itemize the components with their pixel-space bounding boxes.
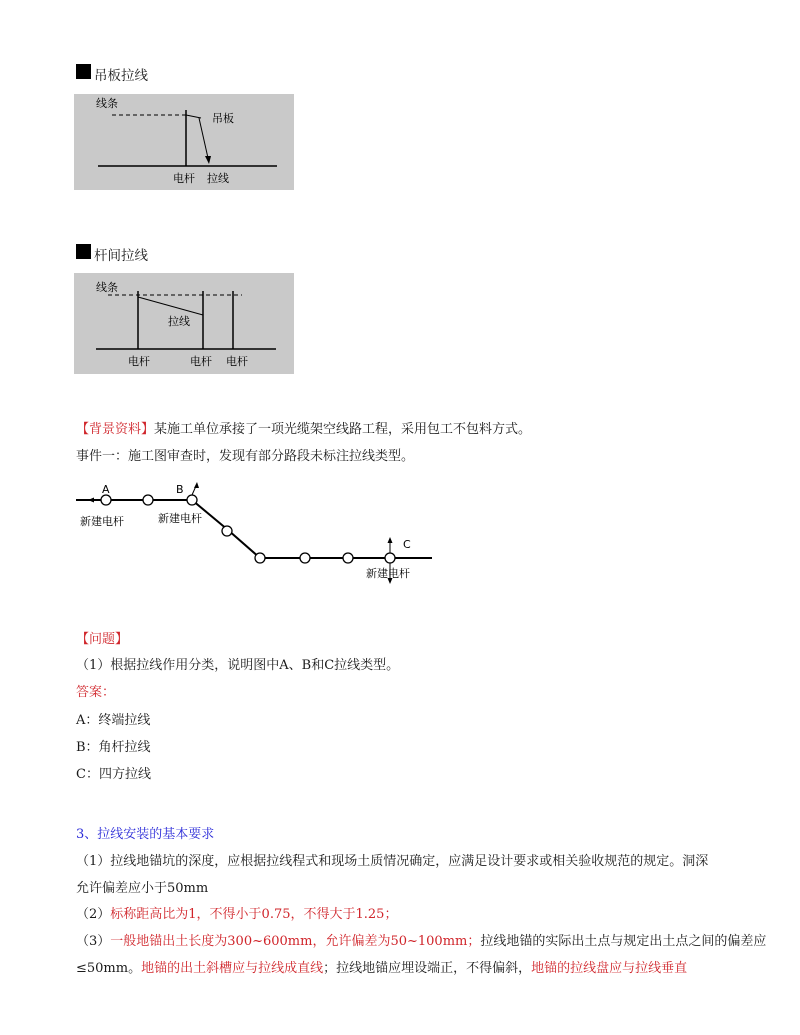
question-tag: 【问题】 (76, 632, 129, 647)
figure1-label-guy: 拉线 (207, 172, 229, 185)
route-svg (70, 478, 440, 588)
route-line (76, 500, 432, 558)
route-diagram (70, 478, 440, 588)
pole-circle-c (385, 553, 395, 563)
pole-circle-a (101, 495, 111, 505)
figure2-label-guy: 拉线 (168, 315, 190, 328)
section3-p1-line1: （1）拉线地锚坑的深度，应根据拉线程式和现场土质情况确定，应满足设计要求或相关验收规范的规定。洞深 (76, 854, 709, 869)
guy-b-arrow-icon (194, 482, 199, 488)
background-tag: 【背景资料】 (76, 422, 155, 437)
section3-p2-prefix: （2） (76, 907, 111, 922)
section3-p3-line2 (76, 960, 687, 978)
square-bullet-icon (76, 64, 91, 79)
pole-circle (222, 526, 232, 536)
figure1-svg (74, 94, 294, 190)
section3-title: 3、拉线安装的基本要求 (76, 827, 215, 842)
board-line (186, 115, 201, 118)
section3-p3-red3: 地锚的拉线盘应与拉线垂直 (531, 961, 688, 976)
figure2-diagram (74, 273, 294, 374)
figure1-label-line: 线条 (96, 97, 118, 110)
background-paragraph (76, 421, 531, 439)
section3-p3-black3: ；拉线地锚应埋设端正，不得偏斜， (323, 961, 532, 976)
section3-p3-red2: 地锚的出土斜槽应与拉线成直线 (141, 961, 324, 976)
answer-a: A：终端拉线 (76, 713, 151, 728)
section3-p1-line2: 允许偏差应小于50mm (76, 881, 209, 896)
guy-a-arrow-icon (88, 498, 94, 503)
square-bullet-icon (76, 244, 91, 259)
pole-circle-b (187, 495, 197, 505)
new-pole-label-1: 新建电杆 (80, 515, 124, 528)
route-label-b: B (176, 483, 184, 496)
figure2-label-pole2: 电杆 (190, 355, 212, 368)
pole-circle (343, 553, 353, 563)
section3-p3-black1: 拉线地锚的实际出土点与规定出土点之间的偏差应 (480, 934, 767, 949)
route-label-c: C (403, 538, 411, 551)
new-pole-label-3: 新建电杆 (366, 567, 410, 580)
question-tag-line (76, 631, 128, 649)
figure2-label-pole3: 电杆 (226, 355, 248, 368)
answer-c: C：四方拉线 (76, 767, 151, 782)
figure1-heading-text: 吊板拉线 (94, 68, 148, 84)
section3-p3-black2: ≤50mm。 (76, 961, 142, 976)
pole-circle (300, 553, 310, 563)
section3-p3-red1: 一般地锚出土长度为300~600mm，允许偏差为50~100mm； (110, 934, 481, 949)
guy-arrow-icon (205, 156, 211, 164)
figure1-label-pole: 电杆 (173, 172, 195, 185)
span-guy-wire (138, 297, 203, 315)
background-text: 某施工单位承接了一项光缆架空线路工程，采用包工不包料方式。 (154, 422, 532, 437)
question-text-line (76, 657, 399, 675)
event-paragraph (76, 448, 414, 466)
event-text: 事件一：施工图审查时，发现有部分路段未标注拉线类型。 (76, 449, 415, 464)
figure2-heading-text: 杆间拉线 (94, 248, 148, 264)
figure1-label-board: 吊板 (212, 112, 234, 125)
new-pole-label-2: 新建电杆 (158, 512, 202, 525)
figure1-diagram (74, 94, 294, 190)
section3-p3-line1 (76, 933, 766, 951)
pole-circle (255, 553, 265, 563)
section3-p3-prefix: （3） (76, 934, 111, 949)
section3-p2 (76, 906, 397, 924)
answer-b: B：角杆拉线 (76, 740, 151, 755)
section3-p2-red: 标称距高比为1，不得小于0.75，不得大于1.25； (110, 907, 398, 922)
pole-circle (143, 495, 153, 505)
answer-label: 答案： (76, 685, 116, 700)
guy-c-up-arrow-icon (388, 537, 393, 543)
figure2-heading (76, 244, 148, 264)
question-text: （1）根据拉线作用分类，说明图中A、B和C拉线类型。 (76, 658, 400, 673)
figure2-svg (74, 273, 294, 374)
route-label-a: A (102, 483, 110, 496)
figure2-label-pole1: 电杆 (128, 355, 150, 368)
figure1-heading (76, 64, 148, 84)
figure2-label-line: 线条 (96, 281, 118, 294)
guy-wire-line (199, 118, 208, 158)
